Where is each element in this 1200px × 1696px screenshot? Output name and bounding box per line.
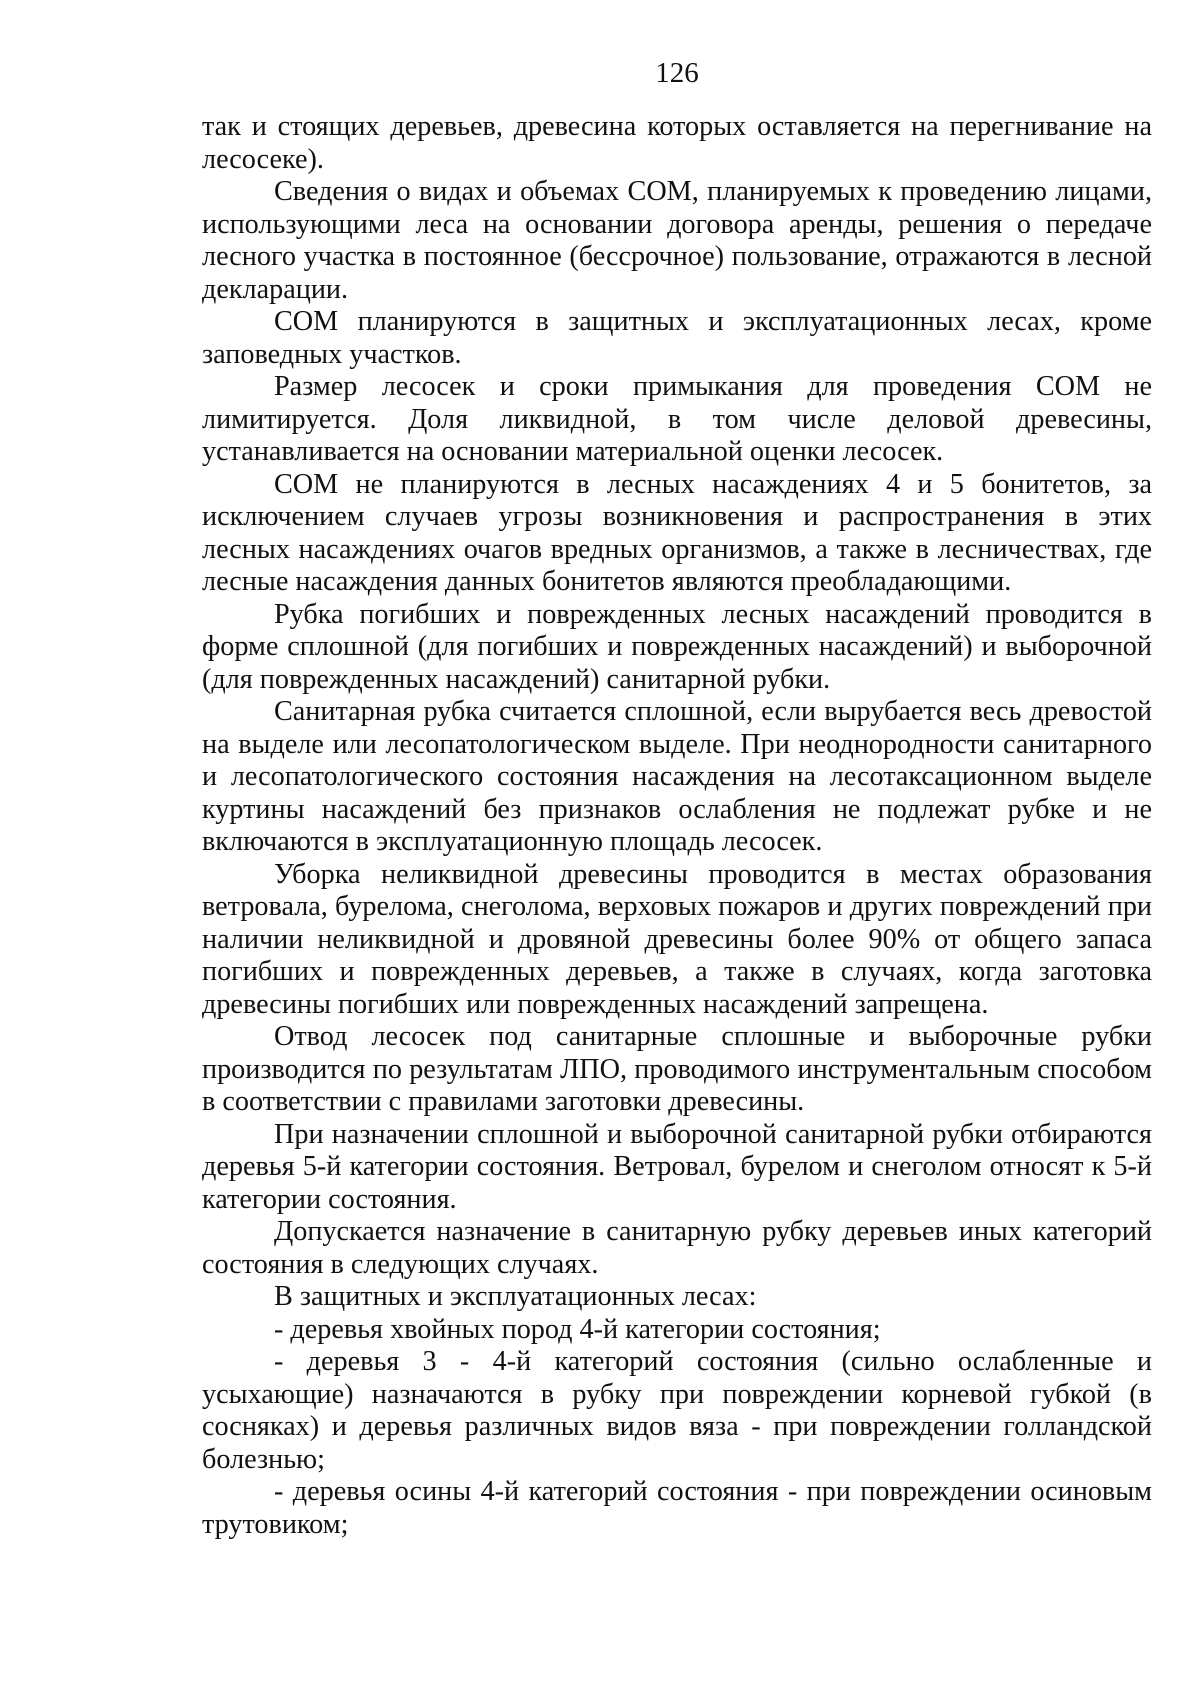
document-body — [202, 111, 1152, 1541]
paragraph: Отвод лесосек под санитарные сплошные и выборочные рубки производится по результатам ЛПО, проводимого инструментальным способом в соответствии с правилами заготовки древесины. — [202, 1021, 1152, 1117]
paragraph: Уборка неликвидной древесины проводится в местах образования ветровала, бурелома, снеголома, верховых пожаров и других повреждений при наличии неликвидной и дровяной древесины более 90% от общего запаса погибших и поврежденных деревьев, а также в случаях, когда заготовка древесины погибших или поврежденных насаждений запрещена. — [202, 858, 1152, 1020]
list-item: - деревья хвойных пород 4-й категории состояния; — [274, 1313, 881, 1345]
paragraph: Размер лесосек и сроки примыкания для проведения СОМ не лимитируется. Доля ликвидной, в том числе деловой древесины, устанавливается на основании материальной оценки лесосек. — [202, 371, 1152, 467]
list-item: - деревья 3 - 4-й категорий состояния (сильно ослабленные и усыхающие) назначаются в рубку при повреждении корневой губкой (в сосняках) и деревья различных видов вяза - при повреждении голландской болезнью; — [202, 1346, 1152, 1475]
paragraph: Сведения о видах и объемах СОМ, планируемых к проведению лицами, использующими леса на основании договора аренды, решения о передаче лесного участка в постоянное (бессрочное) пользование, отражаются в лесной декларации. — [202, 176, 1152, 305]
paragraph: Санитарная рубка считается сплошной, если вырубается весь древостой на выделе или лесопатологическом выделе. При неоднородности санитарного и лесопатологического состояния насаждения на лесотаксационном выделе куртины насаждений без признаков ослабления не подлежат рубке и не включаются в эксплуатационную площадь лесосек. — [202, 696, 1152, 857]
paragraph: СОМ не планируются в лесных насаждениях 4 и 5 бонитетов, за исключением случаев угрозы возникновения и распространения в этих лесных насаждениях очагов вредных организмов, а также в лесничествах, где лесные насаждения данных бонитетов являются преобладающими. — [202, 468, 1152, 597]
paragraph: СОМ планируются в защитных и эксплуатационных лесах, кроме заповедных участков. — [202, 306, 1152, 370]
paragraph: так и стоящих деревьев, древесина которых оставляется на перегнивание на лесосеке). — [202, 111, 1152, 175]
paragraph: В защитных и эксплуатационных лесах: — [274, 1281, 757, 1312]
paragraph: При назначении сплошной и выборочной санитарной рубки отбираются деревья 5-й категории состояния. Ветровал, бурелом и снеголом относят к 5-й категории состояния. — [202, 1118, 1152, 1215]
paragraph: Рубка погибших и поврежденных лесных насаждений проводится в форме сплошной (для погибших и поврежденных насаждений) и выборочной (для поврежденных насаждений) санитарной рубки. — [202, 598, 1152, 695]
paragraph: Допускается назначение в санитарную рубку деревьев иных категорий состояния в следующих случаях. — [202, 1216, 1152, 1280]
page-number: 126 — [655, 57, 699, 89]
list-item: - деревья осины 4-й категорий состояния - при повреждении осиновым трутовиком; — [202, 1476, 1152, 1540]
